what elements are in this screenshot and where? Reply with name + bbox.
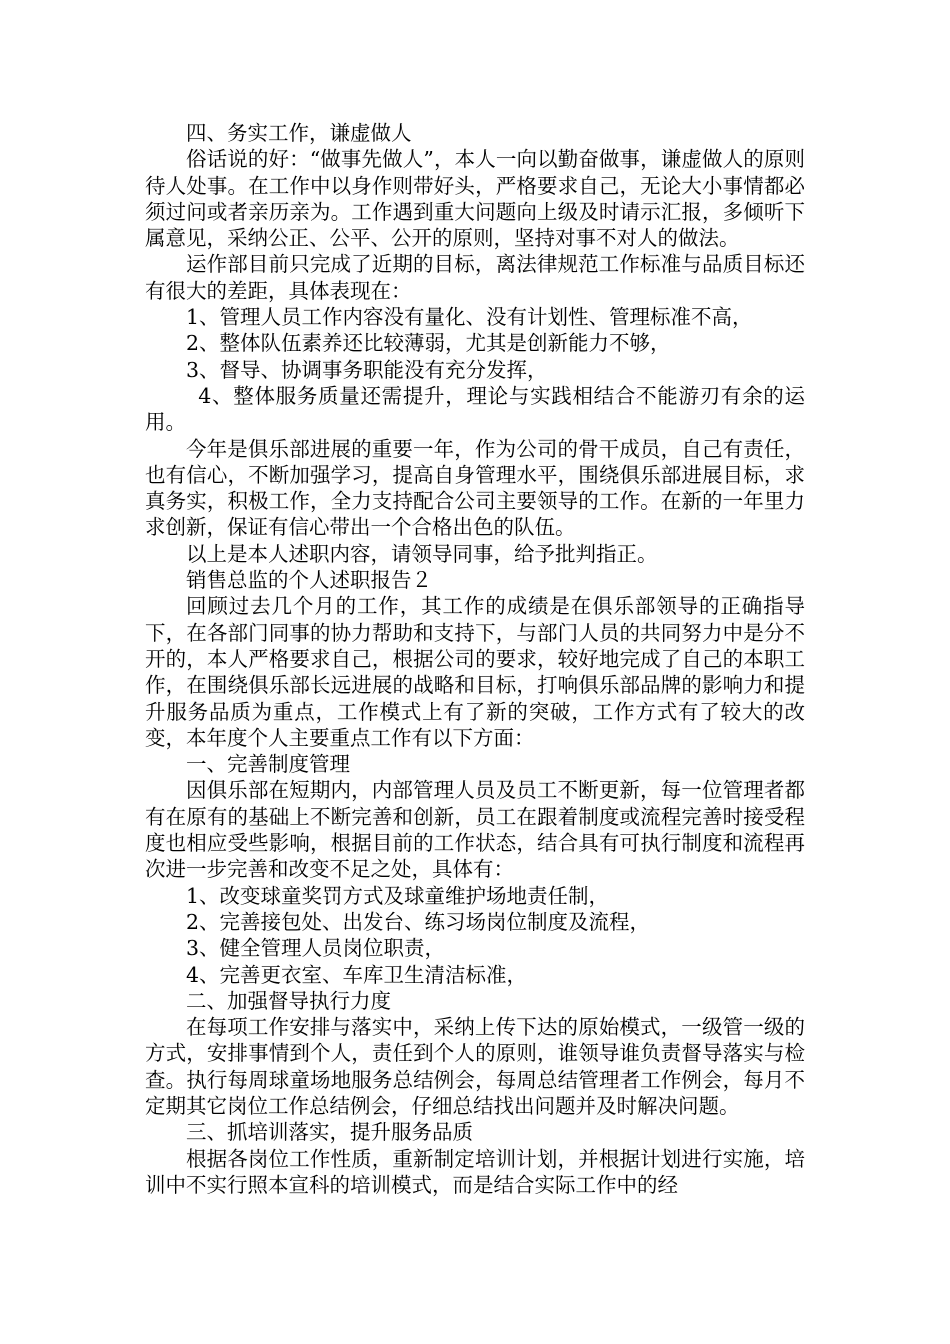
report-title: 销售总监的个人述职报告２ <box>186 568 432 593</box>
section-heading: 四、务实工作，谦虚做人 <box>186 121 412 145</box>
paragraph: 根据各岗位工作性质，重新制定培训计划，并根据计划进行实施，培训中不实行照本宣科的培训模式，而是结合实际工作中的经 <box>145 1146 805 1197</box>
list-item: 3、健全管理人员岗位职责， <box>186 936 446 961</box>
list-item: 1、管理人员工作内容没有量化、没有计划性、管理标准不高， <box>186 305 753 330</box>
list-item: 1、改变球童奖罚方式及球童维护场地责任制， <box>186 883 610 908</box>
section-heading: 一、完善制度管理 <box>186 752 350 777</box>
paragraph: 在每项工作安排与落实中，采纳上传下达的原始模式，一级管一级的方式，安排事情到个人，责任到个人的原则，谁领导谁负责督导落实与检查。执行每周球童场地服务总结例会，每周总结管理者工作例会，每月不定期其它岗位工作总结例会，仔细总结找出问题并及时解决问题。 <box>145 1015 805 1118</box>
document-page <box>145 120 805 1198</box>
list-item: 3、督导、协调事务职能没有充分发挥， <box>186 357 548 382</box>
list-item: 2、整体队伍素养还比较薄弱，尤其是创新能力不够， <box>186 331 671 356</box>
list-item: 4、完善更衣室、车库卫生清洁标准， <box>186 962 528 987</box>
paragraph: 运作部目前只完成了近期的目标，离法律规范工作标准与品质目标还有很大的差距，具体表现在： <box>145 252 805 303</box>
paragraph: 以上是本人述职内容，请领导同事，给予批判指正。 <box>186 541 658 566</box>
list-item: 2、完善接包处、出发台、练习场岗位制度及流程， <box>186 909 651 934</box>
paragraph: 今年是俱乐部进展的重要一年，作为公司的骨干成员，自己有责任，也有信心，不断加强学习，提高自身管理水平，围绕俱乐部进展目标，求真务实，积极工作，全力支持配合公司主要领导的工作。在新的一年里力求创新，保证有信心带出一个合格出色的队伍。 <box>145 436 805 540</box>
list-item: 4、整体服务质量还需提升，理论与实践相结合不能游刃有余的运用。 <box>145 383 805 435</box>
paragraph: 因俱乐部在短期内，内部管理人员及员工不断更新，每一位管理者都有在原有的基础上不断完善和创新，员工在跟着制度或流程完善时接受程度也相应受些影响，根据目前的工作状态，结合具有可执行制度和流程再次进一步完善和改变不足之处，具体有： <box>145 778 805 882</box>
paragraph: 俗话说的好：“做事先做人”，本人一向以勤奋做事，谦虚做人的原则待人处事。在工作中以身作则带好头，严格要求自己，无论大小事情都必须过问或者亲历亲为。工作遇到重大问题向上级及时请示汇报，多倾听下属意见，采纳公正、公平、公开的原则，坚持对事不对人的做法。 <box>145 147 805 251</box>
section-heading: 三、抓培训落实，提升服务品质 <box>186 1120 473 1145</box>
section-heading: 二、加强督导执行力度 <box>186 988 391 1013</box>
paragraph: 回顾过去几个月的工作，其工作的成绩是在俱乐部领导的正确指导下，在各部门同事的协力帮助和支持下，与部门人员的共同努力中是分不开的，本人严格要求自己，根据公司的要求，较好地完成了自己的本职工作，在围绕俱乐部长远进展的战略和目标，打响俱乐部品牌的影响力和提升服务品质为重点，工作模式上有了新的突破，工作方式有了较大的改变，本年度个人主要重点工作有以下方面： <box>145 594 805 750</box>
